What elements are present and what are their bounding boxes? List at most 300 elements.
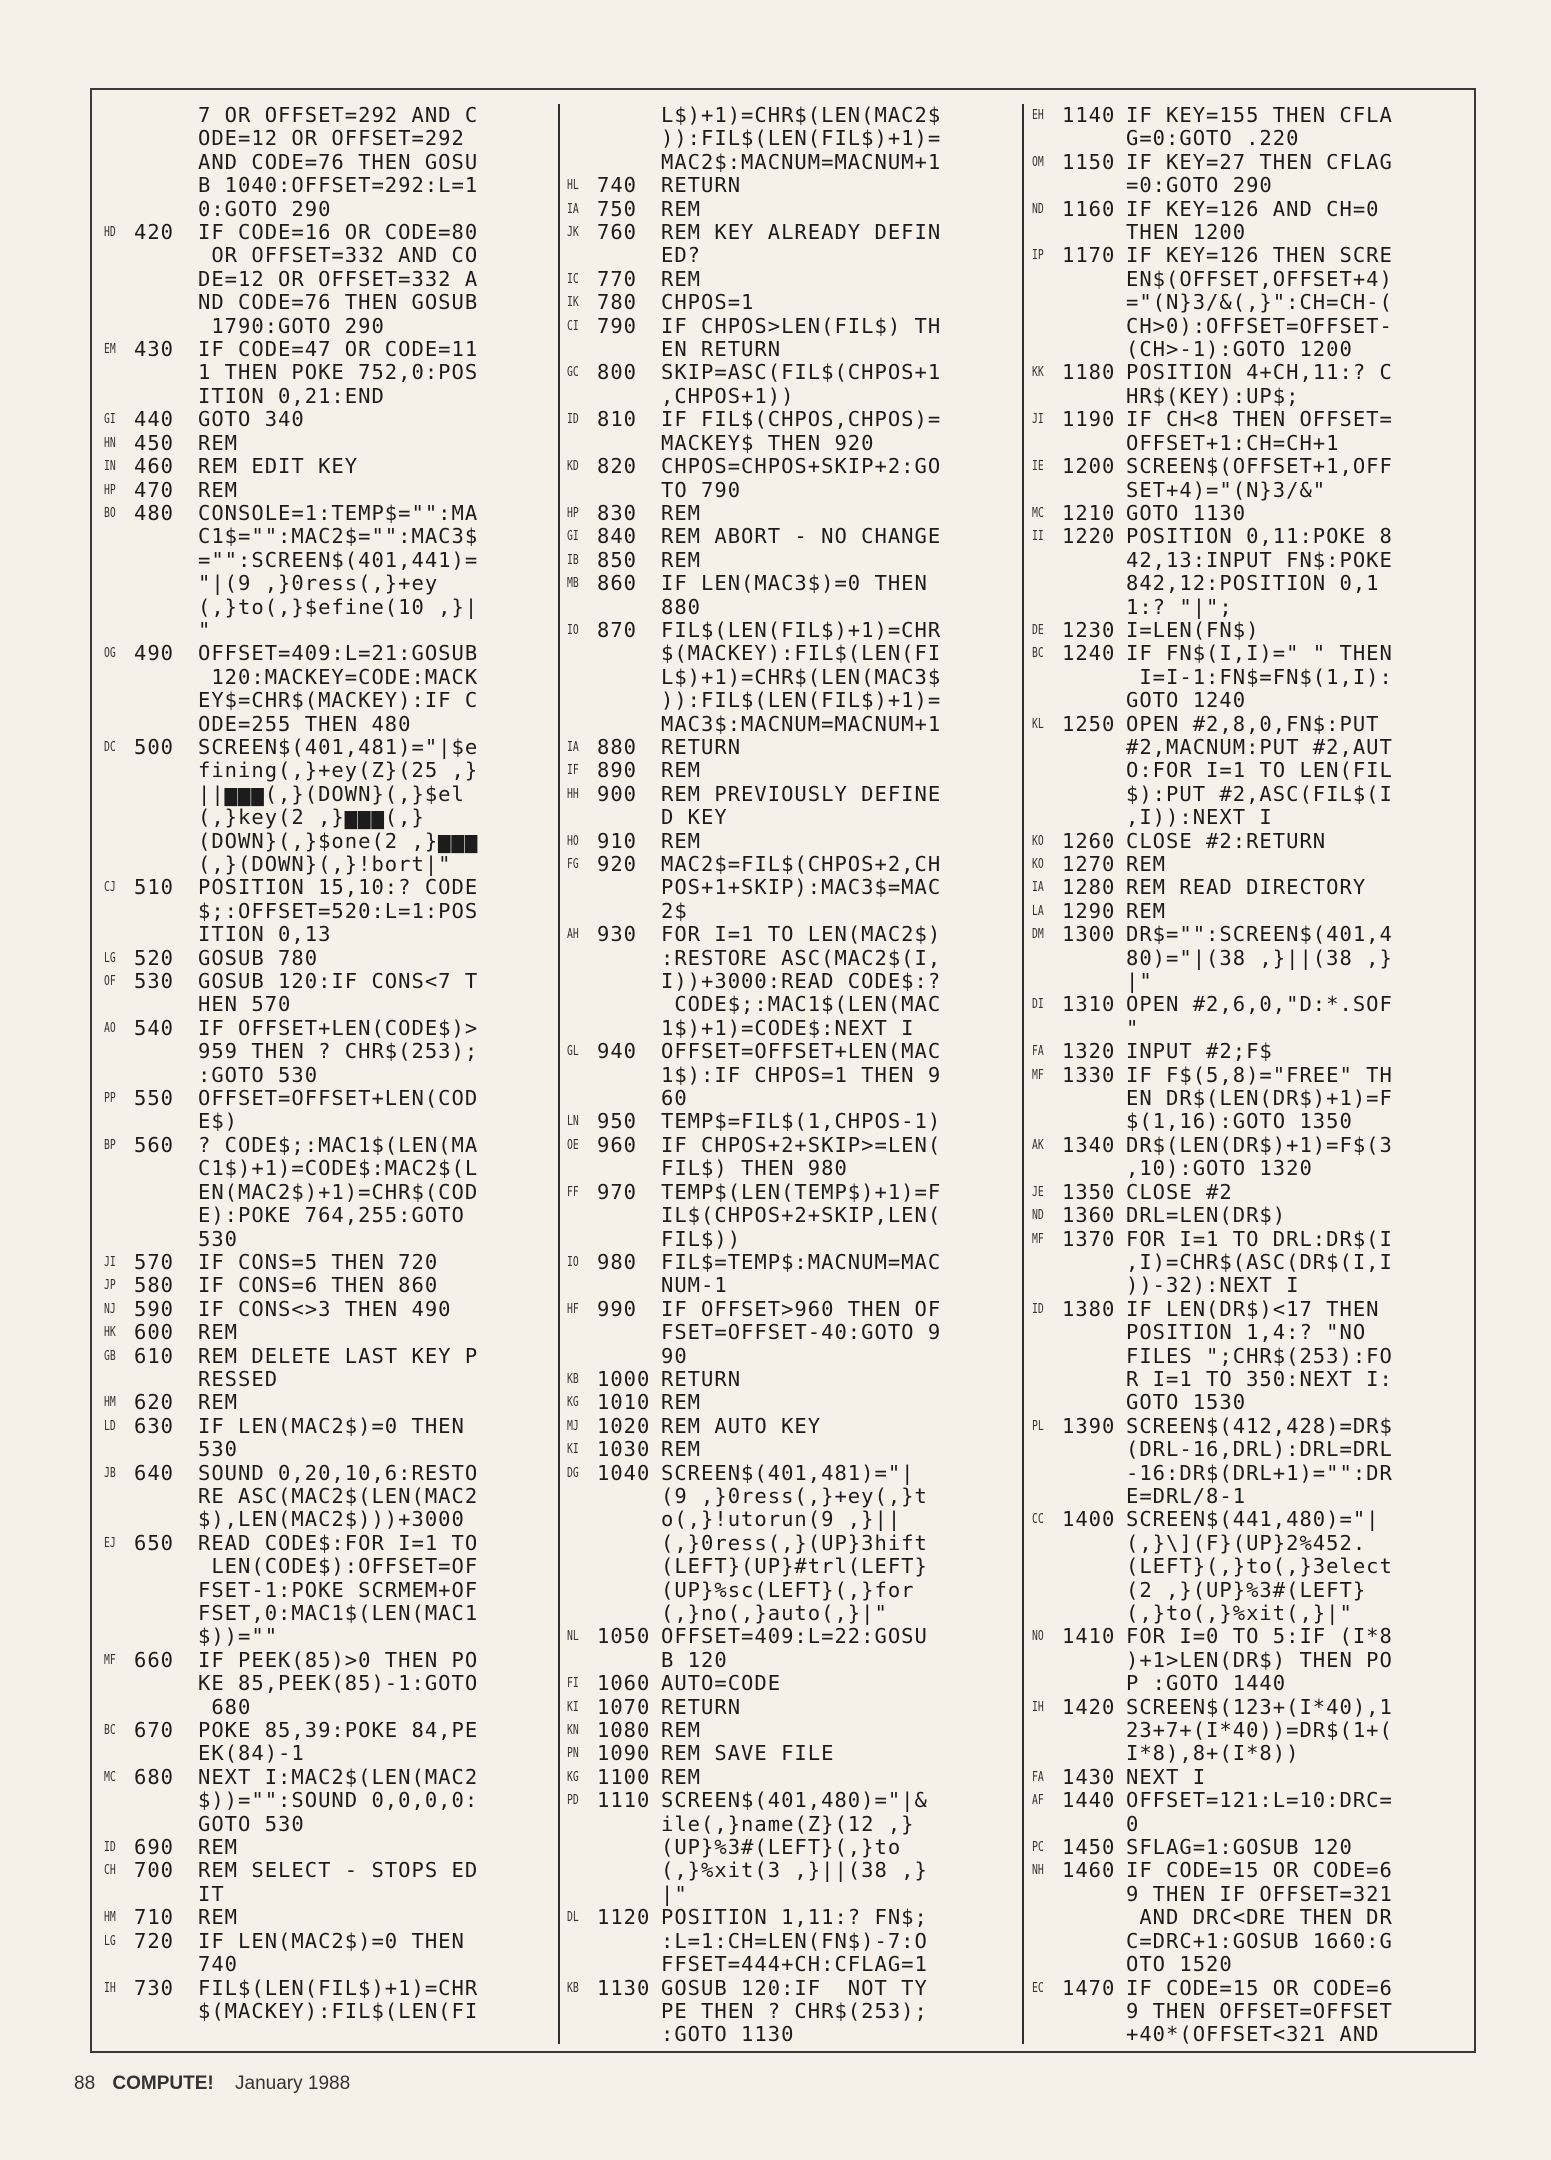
code-text: 120:MACKEY=CODE:MACK [198,664,479,689]
code-line [1032,853,1472,876]
code-text: 42,13:INPUT FN$:POKE [1126,547,1393,572]
code-line [104,596,544,619]
code-text: RE ASC(MAC2$(LEN(MAC2 [198,1483,479,1508]
code-line [104,338,544,361]
code-text: POSITION 0,11:POKE 8 [1126,524,1393,549]
code-line [104,1017,544,1040]
code-text: REM [661,1437,702,1462]
code-text: REM EDIT KEY [198,454,359,479]
checksum-tag: KB [567,1980,579,1996]
checksum-tag: AO [104,1020,116,1036]
code-text: (,}0ress(,}(UP}3hift [661,1530,928,1555]
code-text: ,CHPOS+1)) [661,383,795,408]
line-number: 1230 [1062,617,1116,642]
line-number: 1050 [597,1624,651,1649]
listing-column-1 [104,104,544,2023]
code-line [104,361,544,384]
code-text: ,10):GOTO 1320 [1126,1156,1313,1181]
code-line [567,1345,1007,1368]
checksum-tag: JP [104,1278,116,1294]
code-text: 60 [661,1086,688,1111]
code-line [104,525,544,548]
code-line [567,1836,1007,1859]
code-text: OFFSET=409:L=22:GOSU [661,1624,928,1649]
line-number: 1370 [1062,1226,1116,1251]
code-line [104,1345,544,1368]
code-line [1032,1110,1472,1133]
code-text: P :GOTO 1440 [1126,1671,1287,1696]
checksum-tag: LD [104,1418,116,1434]
code-text: E=DRL/8-1 [1126,1483,1247,1508]
checksum-tag: HN [104,435,116,451]
code-line [567,1672,1007,1695]
code-text: C1$="":MAC2$="":MAC3$ [198,524,479,549]
code-text: REM SAVE FILE [661,1741,835,1766]
line-number: 1180 [1062,360,1116,385]
code-line [1032,1017,1472,1040]
code-text: DRL=LEN(DR$) [1126,1203,1287,1228]
code-text: :RESTORE ASC(MAC2$(I, [661,945,942,970]
checksum-tag: OG [104,646,116,662]
code-line [1032,1438,1472,1461]
code-text: $))="" [198,1624,279,1649]
code-text: AND DRC<DRE THEN DR [1126,1905,1393,1930]
code-line [567,1134,1007,1157]
checksum-tag: ID [104,1840,116,1856]
code-text: B 120 [661,1647,728,1672]
code-text: POKE 85,39:POKE 84,PE [198,1718,479,1743]
code-line [1032,291,1472,314]
code-text: =0:GOTO 290 [1126,173,1273,198]
code-line [104,1649,544,1672]
code-line [1032,1251,1472,1274]
code-line [1032,689,1472,712]
code-text: OR OFFSET=332 AND CO [198,243,479,268]
code-text: IF FN$(I,I)=" " THEN [1126,641,1393,666]
code-text: ODE=255 THEN 480 [198,711,412,736]
code-line [104,1696,544,1719]
line-number: 750 [597,196,638,221]
issue-date: January 1988 [235,2073,351,2094]
code-line [1032,900,1472,923]
code-line [567,291,1007,314]
line-number: 1380 [1062,1296,1116,1321]
line-number: 700 [134,1858,175,1883]
checksum-tag: DG [567,1465,579,1481]
checksum-tag: HK [104,1325,116,1341]
code-text: KE 85,PEEK(85)-1:GOTO [198,1671,479,1696]
code-line [1032,1134,1472,1157]
line-number: 610 [134,1343,175,1368]
line-number: 1030 [597,1437,651,1462]
checksum-tag: EJ [104,1535,116,1551]
checksum-tag: FF [567,1184,579,1200]
code-line [1032,759,1472,782]
code-text: 9 THEN IF OFFSET=321 [1126,1881,1393,1906]
checksum-tag: PC [1032,1840,1044,1856]
code-text: RETURN [661,173,742,198]
code-text: (,}to(,}%xit(,}|" [1126,1601,1353,1625]
checksum-tag: BO [104,505,116,521]
checksum-tag: JK [567,225,579,241]
code-text: fining(,}+ey(Z}(25 ,} [198,758,479,783]
checksum-tag: HD [104,225,116,241]
checksum-tag: KD [567,459,579,475]
code-line [1032,1391,1472,1414]
code-line [104,1836,544,1859]
line-number: 1420 [1062,1694,1116,1719]
code-text: CHPOS=CHPOS+SKIP+2:GO [661,454,942,479]
code-text: C=DRC+1:GOSUB 1660:G [1126,1928,1393,1953]
code-line [1032,151,1472,174]
checksum-tag: KK [1032,365,1044,381]
code-line [567,479,1007,502]
code-line [567,127,1007,150]
code-line [104,127,544,150]
code-text: CLOSE #2:RETURN [1126,828,1327,853]
code-line [104,806,544,829]
code-text: 842,12:POSITION 0,1 [1126,571,1380,596]
code-text: IF OFFSET+LEN(CODE$)> [198,1015,479,1040]
code-line [1032,923,1472,946]
code-text: SOUND 0,20,10,6:RESTO [198,1460,479,1485]
code-text: ED? [661,243,702,268]
checksum-tag: AK [1032,1137,1044,1153]
code-text: MAC3$:MACNUM=MACNUM+1 [661,711,942,736]
code-text: 1$)+1)=CODE$:NEXT I [661,1015,915,1040]
code-text: (LEFT}(UP}#trl(LEFT} [661,1554,928,1579]
code-line [1032,1462,1472,1485]
code-text: IF CHPOS+2+SKIP>=LEN( [661,1132,942,1157]
code-text: ="(N}3/&(,}":CH=CH-( [1126,290,1393,315]
code-line [104,876,544,899]
code-line [104,1204,544,1227]
code-text: SCREEN$(401,481)="| [661,1460,915,1485]
line-number: 1100 [597,1764,651,1789]
code-line [567,1719,1007,1742]
line-number: 660 [134,1647,175,1672]
code-line [567,385,1007,408]
code-text: REM KEY ALREADY DEFIN [661,220,942,245]
checksum-tag: CJ [104,880,116,896]
code-line [104,1157,544,1180]
code-line [567,1204,1007,1227]
code-line [104,1742,544,1765]
checksum-tag: JI [1032,412,1044,428]
code-text: READ CODE$:FOR I=1 TO [198,1530,479,1555]
code-text: "|(9 ,}0ress(,}+ey [198,571,439,596]
code-line [1032,198,1472,221]
code-text: IT [198,1881,225,1906]
code-line [567,1368,1007,1391]
code-text: REM READ DIRECTORY [1126,875,1367,900]
code-text: REM PREVIOUSLY DEFINE [661,781,942,806]
code-text: 23+7+(I*40))=DR$(1+( [1126,1718,1393,1743]
code-text: $(MACKEY):FIL$(LEN(FI [198,1998,479,2023]
code-text: OFFSET=OFFSET+LEN(COD [198,1086,479,1111]
line-number: 830 [597,500,638,525]
code-line [1032,1742,1472,1765]
code-line [567,1017,1007,1040]
code-line [1032,1953,1472,1976]
code-text: #2,MACNUM:PUT #2,AUT [1126,734,1393,759]
code-line [104,1040,544,1063]
code-text: E$) [198,1109,239,1134]
code-line [567,900,1007,923]
code-text: MAC2$:MACNUM=MACNUM+1 [661,149,942,174]
line-number: 540 [134,1015,175,1040]
code-line [104,1321,544,1344]
code-text: :L=1:CH=LEN(FN$)-7:O [661,1928,928,1953]
line-number: 510 [134,875,175,900]
code-line [104,1087,544,1110]
code-text: CLOSE #2 [1126,1179,1233,1204]
code-text: SCREEN$(401,481)="|$e [198,734,479,759]
code-line [104,970,544,993]
checksum-tag: IK [567,295,579,311]
code-text: FIL$(LEN(FIL$)+1)=CHR [661,617,942,642]
code-line [567,1813,1007,1836]
code-text: OFFSET+1:CH=CH+1 [1126,430,1340,455]
code-line [567,2000,1007,2023]
line-number: 620 [134,1390,175,1415]
checksum-tag: GI [104,412,116,428]
code-text: IF F$(5,8)="FREE" TH [1126,1062,1393,1087]
code-text: 1 THEN POKE 752,0:POS [198,360,479,385]
code-line [567,315,1007,338]
code-line [104,1438,544,1461]
line-number: 820 [597,454,638,479]
line-number: 570 [134,1249,175,1274]
code-line [104,923,544,946]
checksum-tag: HP [104,482,116,498]
checksum-tag: IF [567,763,579,779]
code-text: FILES ";CHR$(253):FO [1126,1343,1393,1368]
checksum-tag: DM [1032,927,1044,943]
code-text: 0:GOTO 290 [198,196,332,221]
code-text: 880 [661,594,702,619]
code-text: 1$):IF CHPOS=1 THEN 9 [661,1062,942,1087]
checksum-tag: JI [104,1254,116,1270]
line-number: 980 [597,1249,638,1274]
code-text: SCREEN$(OFFSET+1,OFF [1126,454,1393,479]
code-text: TEMP$=FIL$(1,CHPOS-1) [661,1109,942,1134]
code-text: PE THEN ? CHR$(253); [661,1998,928,2023]
code-line [1032,104,1472,127]
line-number: 1120 [597,1905,651,1930]
line-number: 810 [597,407,638,432]
code-text: R I=1 TO 350:NEXT I: [1126,1366,1393,1391]
code-line [567,1906,1007,1929]
code-text: POSITION 1,4:? "NO [1126,1320,1367,1345]
code-line [567,1930,1007,1953]
code-text: I=I-1:FN$=FN$(1,I): [1126,664,1393,689]
code-text: AUTO=CODE [661,1671,782,1696]
code-line [567,713,1007,736]
code-text: GOTO 340 [198,407,305,432]
code-text: ile(,}name(Z}(12 ,} [661,1811,915,1836]
code-text: ? CODE$;:MAC1$(LEN(MA [198,1132,479,1157]
line-number: 680 [134,1764,175,1789]
code-line [1032,385,1472,408]
line-number: 650 [134,1530,175,1555]
code-line [567,1977,1007,2000]
code-text: (,}\](F}(UP}2%452. [1126,1530,1367,1555]
code-line [1032,572,1472,595]
code-line [567,174,1007,197]
checksum-tag: GI [567,529,579,545]
code-line [1032,1040,1472,1063]
line-number: 420 [134,220,175,245]
checksum-tag: IO [567,622,579,638]
line-number: 910 [597,828,638,853]
checksum-tag: PN [567,1746,579,1762]
line-number: 1210 [1062,500,1116,525]
code-line [567,151,1007,174]
code-text: SCREEN$(441,480)="| [1126,1507,1380,1532]
code-line [567,1649,1007,1672]
code-text: FOR I=0 TO 5:IF (I*8 [1126,1624,1393,1649]
line-number: 780 [597,290,638,315]
code-line [104,830,544,853]
line-number: 1170 [1062,243,1116,268]
column-rule [558,104,560,2044]
code-text: IF FIL$(CHPOS,CHPOS)= [661,407,942,432]
checksum-tag: KG [567,1395,579,1411]
code-text: ITION 0,21:END [198,383,385,408]
code-text: 90 [661,1343,688,1368]
line-number: 1220 [1062,524,1116,549]
code-line [104,1625,544,1648]
line-number: 740 [597,173,638,198]
code-text: (,}to(,}$efine(10 ,}| [198,594,479,619]
code-text: (,}no(,}auto(,}|" [661,1601,888,1625]
code-text: D KEY [661,805,728,830]
line-number: 640 [134,1460,175,1485]
code-text: REM [661,266,702,291]
code-line [104,1579,544,1602]
code-text: IF KEY=27 THEN CFLAG [1126,149,1393,174]
code-line [104,2000,544,2023]
code-text: G=0:GOTO .220 [1126,126,1300,151]
code-line [1032,1298,1472,1321]
line-number: 1160 [1062,196,1116,221]
code-line [104,1766,544,1789]
code-text: OTO 1520 [1126,1952,1233,1977]
code-line [1032,1274,1472,1297]
code-line [104,853,544,876]
code-text: SFLAG=1:GOSUB 120 [1126,1835,1353,1860]
code-line [104,1508,544,1531]
code-text: REM SELECT - STOPS ED [198,1858,479,1883]
code-line [1032,1321,1472,1344]
page-footer [74,2073,350,2095]
code-line [567,525,1007,548]
code-line [567,1274,1007,1297]
line-number: 840 [597,524,638,549]
code-line [567,432,1007,455]
code-text: DR$(LEN(DR$)+1)=F$(3 [1126,1132,1393,1157]
line-number: 960 [597,1132,638,1157]
checksum-tag: IE [1032,459,1044,475]
code-text: :GOTO 530 [198,1062,319,1087]
code-text: 9 THEN OFFSET=OFFSET [1126,1998,1393,2023]
code-text: CONSOLE=1:TEMP$="":MA [198,500,479,525]
code-line [1032,549,1472,572]
line-number: 560 [134,1132,175,1157]
checksum-tag: LG [104,1933,116,1949]
checksum-tag: DI [1032,997,1044,1013]
code-line [1032,1836,1472,1859]
checksum-tag: PL [1032,1418,1044,1434]
code-text: |" [661,1881,688,1906]
code-text: (,}key(2 ,}▆▆▆(,} [198,805,425,830]
code-line [1032,221,1472,244]
line-number: 730 [134,1975,175,2000]
code-line [567,244,1007,267]
code-text: O:FOR I=1 TO LEN(FIL [1126,758,1393,783]
checksum-tag: OM [1032,154,1044,170]
checksum-tag: KO [1032,857,1044,872]
code-text: POSITION 1,11:? FN$; [661,1905,928,1930]
code-text: GOSUB 120:IF CONS<7 T [198,969,479,994]
code-text: REM [198,477,239,502]
code-line [104,713,544,736]
code-text: REM [198,430,239,455]
code-line [104,1859,544,1882]
code-text: 1790:GOTO 290 [198,313,385,338]
code-line [1032,783,1472,806]
line-number: 1290 [1062,898,1116,923]
code-text: OFFSET=409:L=21:GOSUB [198,641,479,666]
listing-column-3 [1032,104,1472,2047]
line-number: 930 [597,922,638,947]
code-text: ,I)):NEXT I [1126,805,1273,830]
code-line [104,1813,544,1836]
line-number: 990 [597,1296,638,1321]
code-text: ,I)=CHR$(ASC(DR$(I,I [1126,1249,1393,1274]
code-line [104,572,544,595]
code-line [1032,1930,1472,1953]
checksum-tag: IO [567,1254,579,1270]
code-text: (LEFT}(,}to(,}3elect [1126,1554,1393,1579]
code-text: B 1040:OFFSET=292:L=1 [198,173,479,198]
code-line [1032,619,1472,642]
code-text: TEMP$(LEN(TEMP$)+1)=F [661,1179,942,1204]
code-line [104,1977,544,2000]
code-line [104,783,544,806]
code-line [104,689,544,712]
code-text: (,}(DOWN}(,}!bort|" [198,852,452,876]
code-line [1032,1813,1472,1836]
code-text: EY$=CHR$(MACKEY):IF C [198,688,479,713]
checksum-tag: HF [567,1301,579,1317]
code-line [567,1696,1007,1719]
checksum-tag: KN [567,1723,579,1739]
code-text: L$)+1)=CHR$(LEN(MAC2$ [661,103,942,127]
code-text: SCREEN$(123+(I*40),1 [1126,1694,1393,1719]
line-number: 1070 [597,1694,651,1719]
code-line [1032,1181,1472,1204]
code-text: IF CHPOS>LEN(FIL$) TH [661,313,942,338]
code-text: IF LEN(MAC3$)=0 THEN [661,571,928,596]
line-number: 430 [134,337,175,362]
code-text: 959 THEN ? CHR$(253); [198,1039,479,1064]
code-line [104,221,544,244]
code-line [1032,525,1472,548]
line-number: 1340 [1062,1132,1116,1157]
line-number: 1320 [1062,1039,1116,1064]
